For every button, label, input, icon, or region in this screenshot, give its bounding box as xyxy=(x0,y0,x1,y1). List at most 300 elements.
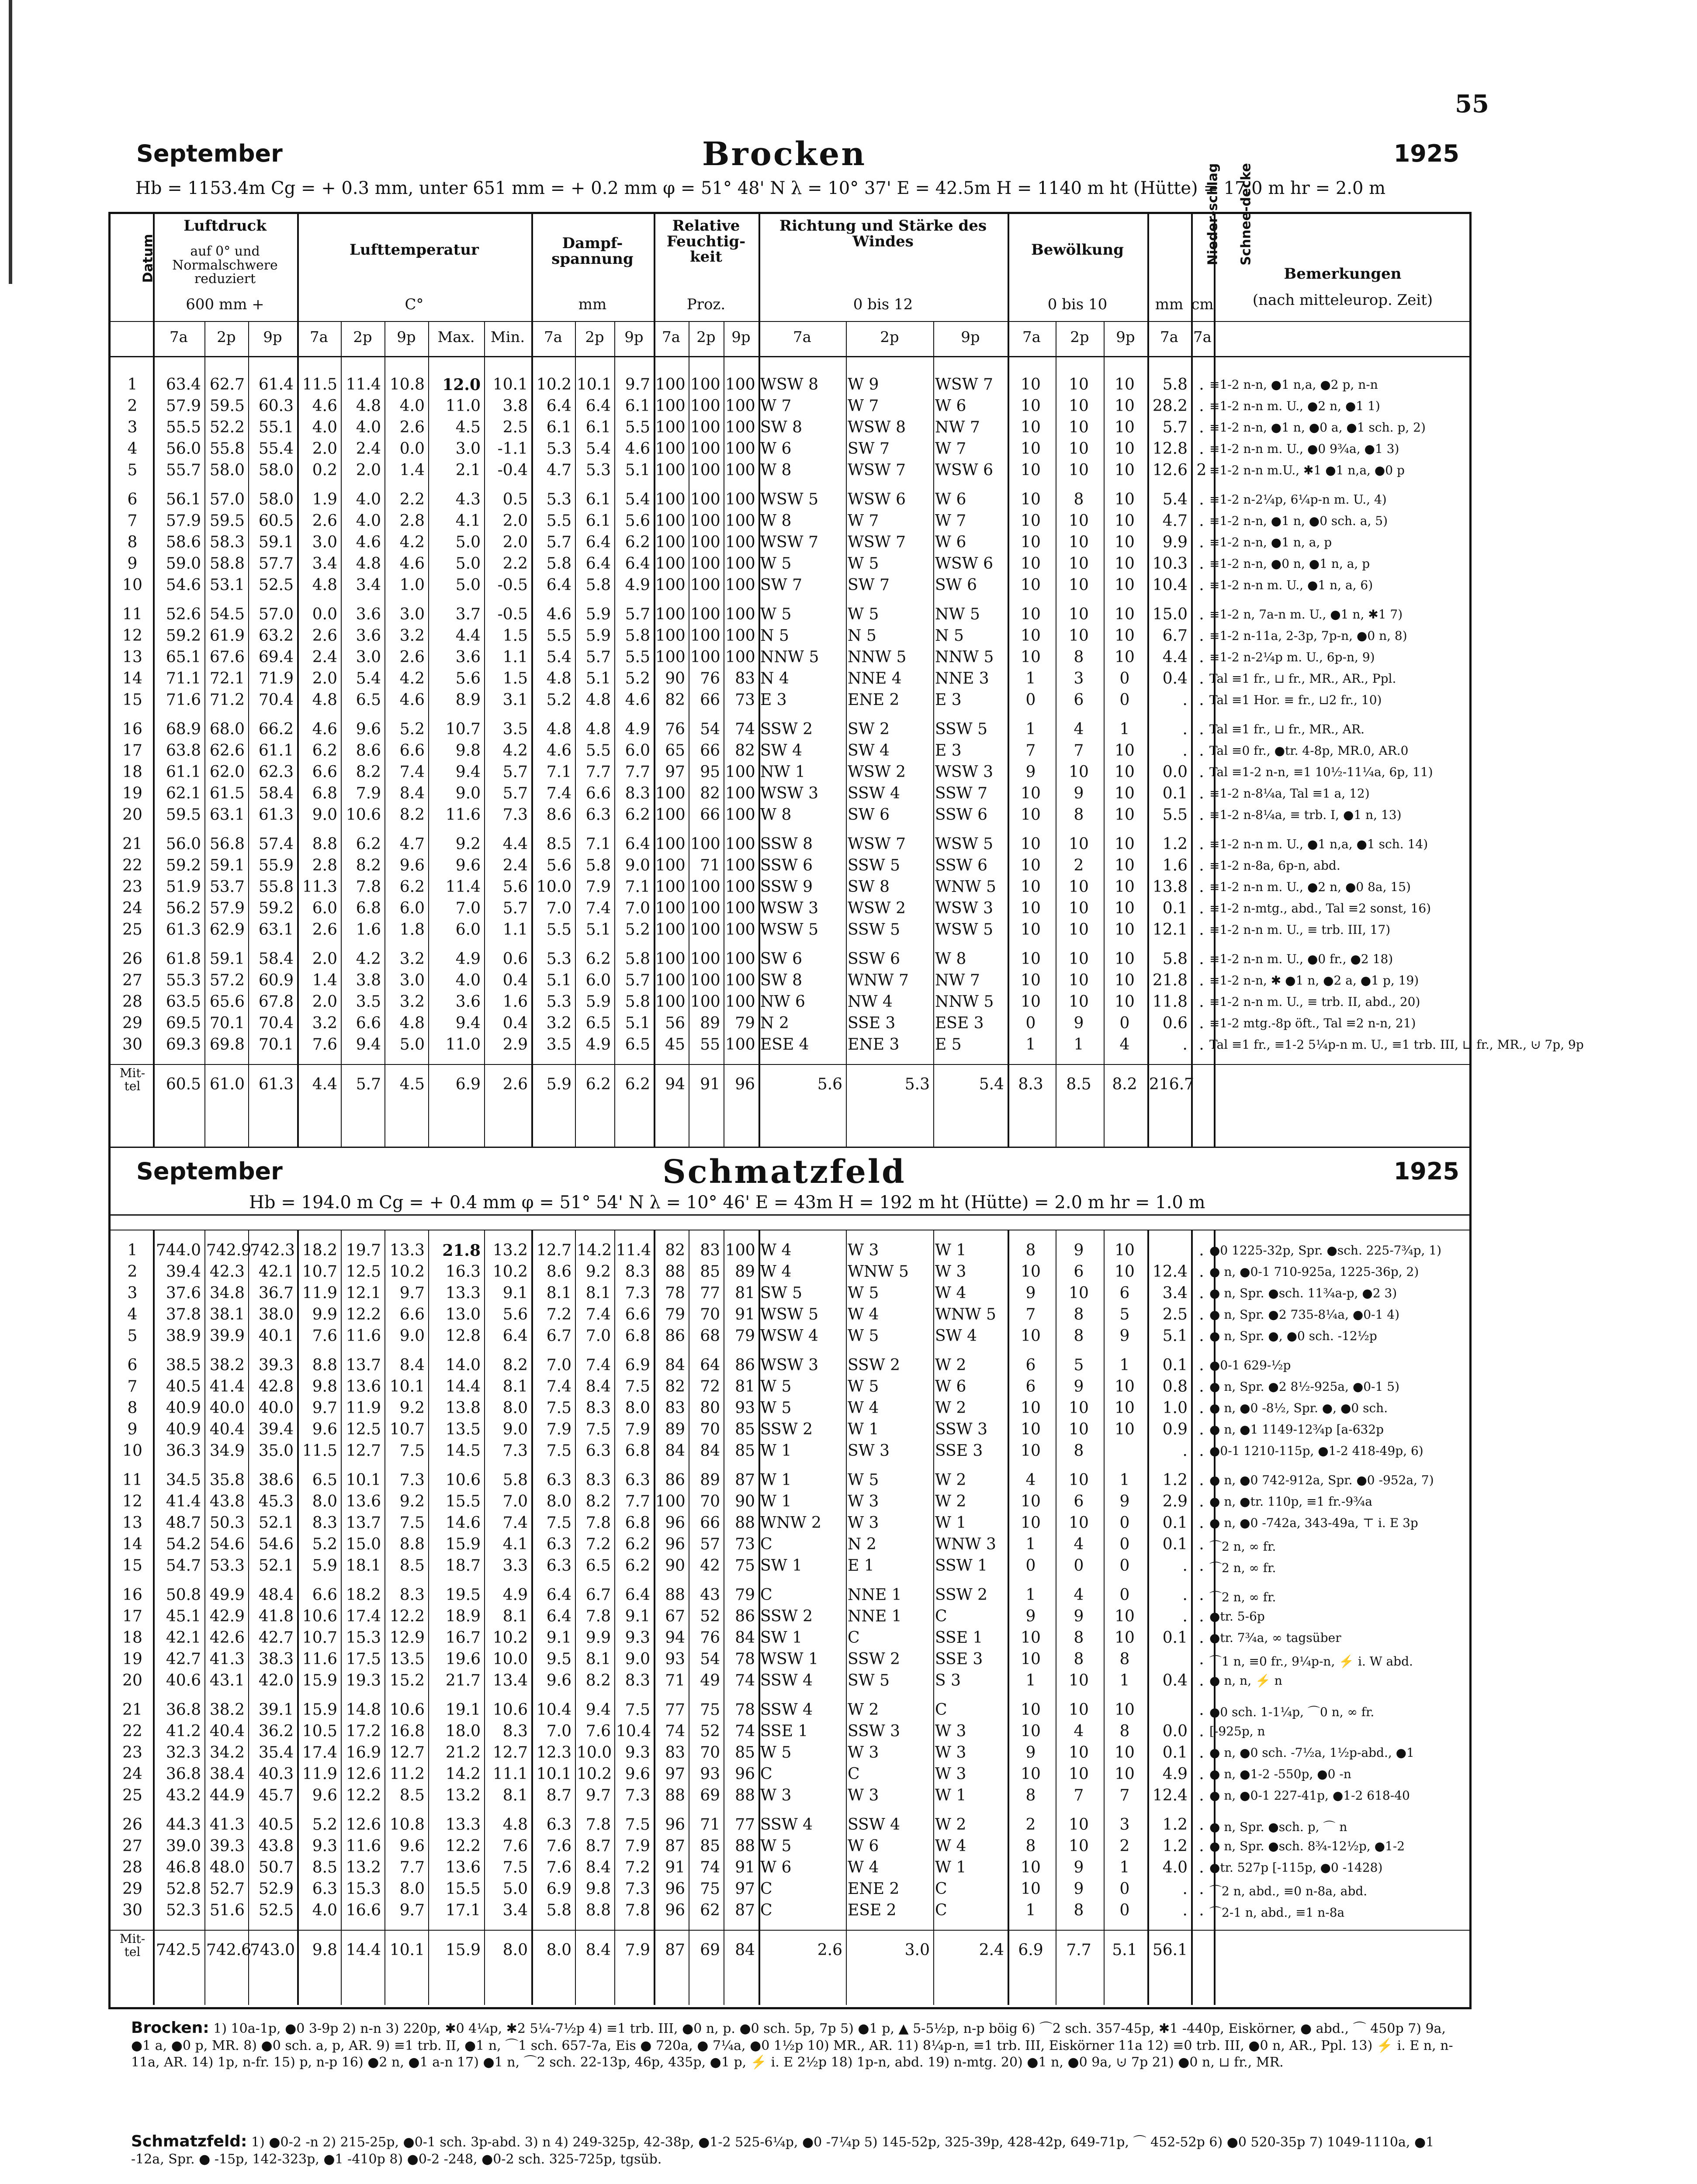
brocken-cell: SSW 6 xyxy=(848,950,900,968)
brocken-cell: 67.8 xyxy=(258,993,294,1011)
schmatzfeld-cell: 70 xyxy=(700,1744,720,1762)
column-rule xyxy=(1191,212,1193,1147)
brocken-table-row xyxy=(108,555,1472,575)
schmatzfeld-cell: . xyxy=(1199,1880,1204,1898)
schmatzfeld-remark: ●0 1225-32p, Spr. ●sch. 225-7¾p, 1) xyxy=(1209,1243,1442,1258)
schmatzfeld-cell: SSW 2 xyxy=(760,1607,813,1625)
schmatzfeld-cell: 9.8 xyxy=(585,1880,611,1898)
brocken-cell: 8 xyxy=(1074,491,1084,508)
schmatzfeld-cell: W 3 xyxy=(935,1765,966,1783)
brocken-cell: 4.2 xyxy=(399,670,425,688)
brocken-cell: 100 xyxy=(690,921,720,939)
schmatzfeld-cell: 78 xyxy=(665,1284,685,1302)
schmatzfeld-table-row xyxy=(108,1557,1472,1577)
schmatzfeld-cell: 75 xyxy=(700,1701,720,1719)
brocken-cell: -0.4 xyxy=(497,461,528,479)
brocken-cell: 7 xyxy=(1025,742,1036,760)
schmatzfeld-cell: 8.1 xyxy=(585,1284,611,1302)
schmatzfeld-cell: 4 xyxy=(1074,1535,1084,1553)
brocken-cell: 1.5 xyxy=(502,670,528,688)
schmatzfeld-cell: 7.8 xyxy=(625,1901,650,1919)
schmatzfeld-cell: 34.2 xyxy=(209,1744,245,1762)
schmatzfeld-cell: 0.1 xyxy=(1162,1514,1188,1532)
schmatzfeld-cell: 21 xyxy=(122,1701,142,1719)
schmatzfeld-cell: 6.4 xyxy=(625,1586,650,1604)
column-rule xyxy=(428,321,429,1147)
brocken-cell: 59.1 xyxy=(209,950,245,968)
brocken-cell: SSW 7 xyxy=(935,784,988,802)
brocken-cell: W 8 xyxy=(760,512,792,530)
schmatzfeld-cell: 11 xyxy=(122,1471,142,1489)
brocken-cell: 100 xyxy=(725,555,755,573)
schmatzfeld-cell: 0.1 xyxy=(1162,1356,1188,1374)
schmatzfeld-cell: 1 xyxy=(1119,1859,1130,1876)
schmatzfeld-cell: 54.6 xyxy=(209,1535,245,1553)
brocken-cell: 5.5 xyxy=(625,418,650,436)
schmatzfeld-cell: 8 xyxy=(127,1399,138,1417)
schmatzfeld-cell: . xyxy=(1199,1701,1204,1719)
schmatzfeld-cell: NNE 1 xyxy=(848,1586,902,1604)
brocken-cell: 59.2 xyxy=(166,627,201,645)
schmatzfeld-cell: 18.2 xyxy=(302,1241,337,1259)
schmatzfeld-cell: 28 xyxy=(122,1859,142,1876)
brocken-cell: 10 xyxy=(1021,784,1041,802)
brocken-cell: WSW 7 xyxy=(848,533,906,551)
schmatzfeld-cell: 17.2 xyxy=(346,1722,381,1740)
schmatzfeld-cell: 100 xyxy=(725,1241,755,1259)
brocken-cell: SW 7 xyxy=(760,576,803,594)
schmatzfeld-cell: 8.1 xyxy=(546,1284,571,1302)
schmatzfeld-cell: 3.4 xyxy=(502,1901,528,1919)
schmatzfeld-cell: 34.5 xyxy=(166,1471,201,1489)
schmatzfeld-mittel-cell: 56.1 xyxy=(1152,1941,1188,1959)
brocken-table-row xyxy=(108,784,1472,805)
schmatzfeld-cell: 9.7 xyxy=(312,1399,337,1417)
schmatzfeld-cell: . xyxy=(1199,1787,1204,1804)
schmatzfeld-cell: 7.8 xyxy=(585,1816,611,1834)
schmatzfeld-remark: ● n, ●0 -742a, 343-49a, ⊤ i. E 3p xyxy=(1209,1516,1418,1530)
schmatzfeld-cell: 89 xyxy=(665,1420,685,1438)
schmatzfeld-cell: 81 xyxy=(735,1378,755,1396)
schmatzfeld-cell: 0.1 xyxy=(1162,1629,1188,1647)
schmatzfeld-cell: 19.6 xyxy=(445,1650,481,1668)
brocken-cell: WSW 3 xyxy=(935,763,994,781)
schmatzfeld-cell: 39.9 xyxy=(209,1327,245,1345)
brocken-cell: 26 xyxy=(122,950,142,968)
brocken-cell: SSW 6 xyxy=(760,857,813,874)
brocken-cell: 1 xyxy=(1025,670,1036,688)
brocken-remark: ≡1-2 n-n m.U., ✱1 ●1 n,a, ●0 p xyxy=(1209,463,1405,477)
subheader-t9: 9p xyxy=(263,328,282,346)
brocken-cell: 3.0 xyxy=(399,971,425,989)
schmatzfeld-cell: 84 xyxy=(700,1442,720,1460)
schmatzfeld-remark: ●tr. 527p [-115p, ●0 -1428) xyxy=(1209,1860,1383,1875)
schmatzfeld-cell: 88 xyxy=(735,1514,755,1532)
brocken-cell: 3.6 xyxy=(455,648,481,666)
schmatzfeld-cell: 40.0 xyxy=(209,1399,245,1417)
brocken-cell: 10 xyxy=(1069,835,1089,853)
brocken-cell: 6.6 xyxy=(399,742,425,760)
schmatzfeld-cell: 77 xyxy=(700,1284,720,1302)
brocken-cell: 100 xyxy=(725,512,755,530)
brocken-cell: 6.4 xyxy=(625,835,650,853)
column-rule xyxy=(575,1230,576,2005)
schmatzfeld-cell: SSW 2 xyxy=(848,1650,900,1668)
column-rule xyxy=(531,212,533,1147)
brocken-cell: 4.6 xyxy=(312,397,337,415)
brocken-cell: 60.5 xyxy=(258,512,294,530)
schmatzfeld-cell: 10 xyxy=(1021,1629,1041,1647)
schmatzfeld-cell: 10 xyxy=(1069,1672,1089,1690)
brocken-cell: 7 xyxy=(127,512,138,530)
schmatzfeld-cell: 44.3 xyxy=(166,1816,201,1834)
schmatzfeld-cell: 12.4 xyxy=(1152,1263,1188,1281)
schmatzfeld-cell: 0 xyxy=(1074,1557,1084,1575)
schmatzfeld-cell: WNW 5 xyxy=(848,1263,909,1281)
schmatzfeld-cell: 82 xyxy=(665,1241,685,1259)
brocken-cell: 7 xyxy=(1074,742,1084,760)
schmatzfeld-cell: 88 xyxy=(735,1837,755,1855)
brocken-cell: 59.1 xyxy=(209,857,245,874)
schmatzfeld-cell: 88 xyxy=(665,1586,685,1604)
subheader-t2: 2p xyxy=(217,328,236,346)
header-schnee: Schnee-decke xyxy=(1238,163,1254,266)
schmatzfeld-cell: SSW 2 xyxy=(760,1420,813,1438)
brocken-cell: 100 xyxy=(690,605,720,623)
schmatzfeld-cell: 16 xyxy=(122,1586,142,1604)
schmatzfeld-cell: 91 xyxy=(735,1859,755,1876)
brocken-cell: SW 4 xyxy=(760,742,803,760)
brocken-cell: 10 xyxy=(1069,899,1089,917)
schmatzfeld-remark: ● n, Spr. ●sch. p, ⌒ n xyxy=(1209,1820,1347,1834)
brocken-cell: . xyxy=(1199,763,1204,781)
brocken-cell: 10 xyxy=(1115,376,1135,394)
schmatzfeld-cell: SSE 1 xyxy=(760,1722,808,1740)
schmatzfeld-cell: 0.0 xyxy=(1162,1722,1188,1740)
schmatzfeld-cell: 6.3 xyxy=(546,1816,571,1834)
brocken-cell: 100 xyxy=(725,784,755,802)
brocken-cell: 4.4 xyxy=(455,627,481,645)
brocken-remark: ≡1-2 n-mtg., abd., Tal ≡2 sonst, 16) xyxy=(1209,901,1431,916)
brocken-cell: 4.0 xyxy=(356,512,381,530)
column-rule xyxy=(575,321,576,1147)
schmatzfeld-cell: WSW 4 xyxy=(760,1327,819,1345)
schmatzfeld-cell: 24 xyxy=(122,1765,142,1783)
schmatzfeld-cell: 10 xyxy=(1115,1629,1135,1647)
brocken-cell: 6.4 xyxy=(585,533,611,551)
schmatzfeld-cell: SSW 3 xyxy=(935,1420,988,1438)
schmatzfeld-table-row xyxy=(108,1672,1472,1692)
schmatzfeld-cell: 10 xyxy=(1115,1378,1135,1396)
brocken-cell: 7.4 xyxy=(546,784,571,802)
schmatzfeld-cell: 13 xyxy=(122,1514,142,1532)
brocken-cell: 5.9 xyxy=(585,993,611,1011)
brocken-cell: 100 xyxy=(725,921,755,939)
schmatzfeld-cell: SSE 1 xyxy=(935,1629,983,1647)
brocken-cell: 100 xyxy=(725,763,755,781)
brocken-cell: 63.2 xyxy=(258,627,294,645)
schmatzfeld-cell: 76 xyxy=(700,1629,720,1647)
schmatzfeld-cell: 42.0 xyxy=(258,1672,294,1690)
footnote-schmatzfeld-text: 1) ●0-2 -n 2) 215-25p, ●0-1 sch. 3p-abd. 3) n 4) 249-325p, 42-38p, ●1-2 525-6¼p, ●0 -7¼p 5) 145-52p, 325-39p, 428-42p, 649-71p, ⌒ 452-52p 6) ●0 520-35p 7) 1049-1110a, ●1 -12a, Spr. ● -15p, 142-323p, ●1 -410p 8) ●0-2 -248, ●0-2 sch. 325-725p, tgsüb. xyxy=(131,2135,1434,2167)
column-rule xyxy=(341,321,342,1147)
schmatzfeld-cell: 10 xyxy=(1115,1263,1135,1281)
schmatzfeld-cell: 46.8 xyxy=(166,1859,201,1876)
brocken-cell: N 5 xyxy=(760,627,789,645)
schmatzfeld-cell: 10 xyxy=(1069,1837,1089,1855)
brocken-cell: 10 xyxy=(1021,461,1041,479)
schmatzfeld-cell: 9 xyxy=(1119,1493,1130,1510)
brocken-cell: 0 xyxy=(1025,691,1036,709)
brocken-cell: 60.3 xyxy=(258,397,294,415)
column-rule xyxy=(758,212,760,1147)
schmatzfeld-cell: 52.1 xyxy=(258,1557,294,1575)
column-rule xyxy=(384,321,385,1147)
brocken-mittel-cell: 5.9 xyxy=(546,1075,571,1093)
schmatzfeld-cell: 15.5 xyxy=(445,1880,481,1898)
schmatzfeld-cell: 9.5 xyxy=(546,1650,571,1668)
schmatzfeld-cell: 48.0 xyxy=(209,1859,245,1876)
schmatzfeld-cell: 8.0 xyxy=(502,1399,528,1417)
schmatzfeld-cell: 93 xyxy=(665,1650,685,1668)
schmatzfeld-cell: 86 xyxy=(665,1471,685,1489)
brocken-cell: 7.6 xyxy=(312,1036,337,1054)
schmatzfeld-year: 1925 xyxy=(1393,1158,1459,1185)
schmatzfeld-cell: 742.3 xyxy=(250,1241,295,1259)
schmatzfeld-cell: 20 xyxy=(122,1672,142,1690)
schmatzfeld-cell: 3.3 xyxy=(502,1557,528,1575)
brocken-table-row xyxy=(108,491,1472,511)
schmatzfeld-cell: 93 xyxy=(735,1399,755,1417)
brocken-cell: 5.0 xyxy=(399,1036,425,1054)
column-rule xyxy=(531,1230,533,2005)
schmatzfeld-cell: 22 xyxy=(122,1722,142,1740)
brocken-cell: 10 xyxy=(1069,605,1089,623)
schmatzfeld-remark: ⌒2 n, ∞ fr. xyxy=(1209,1590,1276,1604)
brocken-cell: W 5 xyxy=(848,605,879,623)
schmatzfeld-cell: 10 xyxy=(1115,1241,1135,1259)
brocken-cell: 10 xyxy=(1069,921,1089,939)
brocken-cell: 27 xyxy=(122,971,142,989)
brocken-cell: . xyxy=(1199,1036,1204,1054)
column-rule xyxy=(614,1230,615,2005)
schmatzfeld-cell: 8 xyxy=(1025,1837,1036,1855)
schmatzfeld-cell: 16.8 xyxy=(389,1722,425,1740)
schmatzfeld-cell: 10.0 xyxy=(492,1650,528,1668)
schmatzfeld-cell: 10 xyxy=(1021,1399,1041,1417)
header-schnee-unit: cm xyxy=(1191,296,1214,313)
brocken-cell: 6.2 xyxy=(625,533,650,551)
brocken-cell: 12.6 xyxy=(1152,461,1188,479)
brocken-cell: 100 xyxy=(690,878,720,896)
schmatzfeld-cell: 91 xyxy=(665,1859,685,1876)
schmatzfeld-cell: 8.0 xyxy=(546,1493,571,1510)
brocken-cell: 5.7 xyxy=(546,533,571,551)
subheader-t7: 7a xyxy=(793,328,811,346)
schmatzfeld-cell: . xyxy=(1199,1263,1204,1281)
schmatzfeld-cell: 13.7 xyxy=(346,1514,381,1532)
brocken-cell: 58.0 xyxy=(209,461,245,479)
schmatzfeld-cell: 94 xyxy=(665,1629,685,1647)
brocken-cell: 4.6 xyxy=(399,691,425,709)
schmatzfeld-cell: 12.2 xyxy=(346,1787,381,1804)
schmatzfeld-table-row xyxy=(108,1327,1472,1347)
subheader-t9: 9p xyxy=(731,328,751,346)
brocken-cell: . xyxy=(1199,971,1204,989)
brocken-cell: 100 xyxy=(655,418,686,436)
schmatzfeld-remark: ●tr. 7¾a, ∞ tagsüber xyxy=(1209,1631,1341,1645)
schmatzfeld-cell: 6.3 xyxy=(546,1535,571,1553)
schmatzfeld-cell: 8.2 xyxy=(502,1356,528,1374)
brocken-cell: 0 xyxy=(1119,1014,1130,1032)
schmatzfeld-cell: 40.3 xyxy=(258,1765,294,1783)
schmatzfeld-cell: 14.2 xyxy=(577,1241,612,1259)
brocken-cell: 10.8 xyxy=(389,376,425,394)
schmatzfeld-cell: W 1 xyxy=(935,1787,966,1804)
schmatzfeld-remark: ⌒2 n, abd., ≡0 n-8a, abd. xyxy=(1209,1884,1368,1898)
schmatzfeld-cell: 8.8 xyxy=(585,1901,611,1919)
schmatzfeld-cell: 29 xyxy=(122,1880,142,1898)
schmatzfeld-cell: 78 xyxy=(735,1701,755,1719)
brocken-cell: 55.8 xyxy=(209,440,245,458)
schmatzfeld-cell: 18.0 xyxy=(445,1722,481,1740)
schmatzfeld-cell: 96 xyxy=(735,1765,755,1783)
column-rule xyxy=(153,212,155,1147)
schmatzfeld-cell: 16.6 xyxy=(346,1901,381,1919)
brocken-cell: 63.4 xyxy=(166,376,201,394)
brocken-cell: 10 xyxy=(1021,921,1041,939)
schmatzfeld-cell: 80 xyxy=(700,1399,720,1417)
brocken-cell: 2.6 xyxy=(312,627,337,645)
schmatzfeld-cell: 41.8 xyxy=(258,1607,294,1625)
schmatzfeld-cell: 64 xyxy=(700,1356,720,1374)
brocken-cell: WSW 8 xyxy=(760,376,819,394)
schmatzfeld-cell: 7 xyxy=(1074,1787,1084,1804)
brocken-cell: 0.0 xyxy=(399,440,425,458)
brocken-cell: 5.8 xyxy=(625,950,650,968)
brocken-cell: 4.0 xyxy=(399,397,425,415)
subheader-t7: 7a xyxy=(1193,328,1212,346)
schmatzfeld-cell: 87 xyxy=(735,1471,755,1489)
brocken-cell: 100 xyxy=(725,806,755,824)
brocken-cell: 100 xyxy=(690,461,720,479)
brocken-cell: 5.5 xyxy=(1162,806,1188,824)
subheader-t7: 7a xyxy=(1160,328,1178,346)
column-rule xyxy=(1191,1230,1193,2005)
brocken-cell: 100 xyxy=(690,555,720,573)
schmatzfeld-cell: 6.4 xyxy=(502,1327,528,1345)
schmatzfeld-cell: 7.5 xyxy=(399,1514,425,1532)
brocken-cell: 10 xyxy=(1069,763,1089,781)
column-rule xyxy=(1147,212,1149,1147)
brocken-cell: 100 xyxy=(655,971,686,989)
schmatzfeld-cell: 8.5 xyxy=(399,1557,425,1575)
brocken-cell: 4.2 xyxy=(502,742,528,760)
schmatzfeld-mittel-cell: 8.4 xyxy=(585,1941,611,1959)
schmatzfeld-cell: 6.7 xyxy=(546,1327,571,1345)
schmatzfeld-cell: 744.0 xyxy=(156,1241,201,1259)
schmatzfeld-cell: 8.0 xyxy=(312,1493,337,1510)
brocken-cell: 100 xyxy=(655,533,686,551)
brocken-cell: SSW 9 xyxy=(760,878,813,896)
schmatzfeld-cell: 9.1 xyxy=(502,1284,528,1302)
brocken-table-row xyxy=(108,512,1472,532)
brocken-cell: 5.1 xyxy=(585,670,611,688)
brocken-remark: Tal ≡1 fr., ≡1-2 5¼p-n m. U., ≡1 trb. III, ⊔ fr., MR., ⊍ 7p, 9p xyxy=(1209,1037,1584,1052)
brocken-cell: 10 xyxy=(1115,512,1135,530)
brocken-cell: 57.9 xyxy=(166,397,201,415)
schmatzfeld-table-row xyxy=(108,1744,1472,1764)
schmatzfeld-cell: . xyxy=(1199,1356,1204,1374)
brocken-cell: 10.4 xyxy=(1152,576,1188,594)
brocken-cell: 4.9 xyxy=(625,576,650,594)
brocken-cell: -0.5 xyxy=(497,576,528,594)
schmatzfeld-cell: 7.0 xyxy=(546,1356,571,1374)
brocken-cell: E 3 xyxy=(935,691,962,709)
schmatzfeld-cell: 9.9 xyxy=(585,1629,611,1647)
schmatzfeld-cell: SSW 1 xyxy=(935,1557,988,1575)
brocken-cell: 100 xyxy=(725,491,755,508)
row-rule xyxy=(108,1147,1472,1148)
brocken-cell: W 6 xyxy=(760,440,792,458)
brocken-table-row xyxy=(108,627,1472,647)
brocken-cell: 100 xyxy=(690,835,720,853)
brocken-table-row xyxy=(108,971,1472,992)
schmatzfeld-cell: 7 xyxy=(127,1378,138,1396)
brocken-cell: 100 xyxy=(690,950,720,968)
schmatzfeld-cell: 13.2 xyxy=(346,1859,381,1876)
schmatzfeld-station: Schmatzfeld xyxy=(662,1153,906,1191)
brocken-cell: 6.6 xyxy=(356,1014,381,1032)
brocken-cell: SSW 4 xyxy=(848,784,900,802)
brocken-cell: 10 xyxy=(1115,491,1135,508)
brocken-cell: 5.4 xyxy=(356,670,381,688)
brocken-cell: SW 6 xyxy=(935,576,977,594)
brocken-cell: 10 xyxy=(1021,576,1041,594)
schmatzfeld-cell: W 6 xyxy=(848,1837,879,1855)
brocken-cell: 3.5 xyxy=(356,993,381,1011)
schmatzfeld-cell: . xyxy=(1199,1378,1204,1396)
brocken-cell: 9.6 xyxy=(356,720,381,738)
schmatzfeld-cell: 10.7 xyxy=(302,1263,337,1281)
schmatzfeld-cell: 10.4 xyxy=(536,1701,571,1719)
schmatzfeld-cell: 4.0 xyxy=(312,1901,337,1919)
brocken-cell: 95 xyxy=(700,763,720,781)
schmatzfeld-cell: 45.1 xyxy=(166,1607,201,1625)
brocken-cell: 2.0 xyxy=(312,993,337,1011)
schmatzfeld-cell: 7.5 xyxy=(625,1378,650,1396)
brocken-cell: 10 xyxy=(1021,971,1041,989)
schmatzfeld-cell: 42.7 xyxy=(166,1650,201,1668)
schmatzfeld-cell: 25 xyxy=(122,1787,142,1804)
brocken-cell: 6.8 xyxy=(356,899,381,917)
brocken-table-row xyxy=(108,533,1472,553)
schmatzfeld-cell: 3 xyxy=(127,1284,138,1302)
brocken-month: September xyxy=(136,140,283,167)
schmatzfeld-mittel-cell: 8.0 xyxy=(502,1941,528,1959)
schmatzfeld-mittel-cell: 14.4 xyxy=(346,1941,381,1959)
schmatzfeld-cell: 16.3 xyxy=(445,1263,481,1281)
brocken-cell: 100 xyxy=(655,993,686,1011)
brocken-cell: 3.0 xyxy=(399,605,425,623)
brocken-cell: . xyxy=(1199,921,1204,939)
schmatzfeld-cell: 1 xyxy=(1119,1356,1130,1374)
brocken-cell: 11.5 xyxy=(302,376,337,394)
schmatzfeld-cell: 13.4 xyxy=(492,1672,528,1690)
schmatzfeld-cell: 6.3 xyxy=(585,1442,611,1460)
brocken-cell: 100 xyxy=(655,899,686,917)
schmatzfeld-cell: 49.9 xyxy=(209,1586,245,1604)
